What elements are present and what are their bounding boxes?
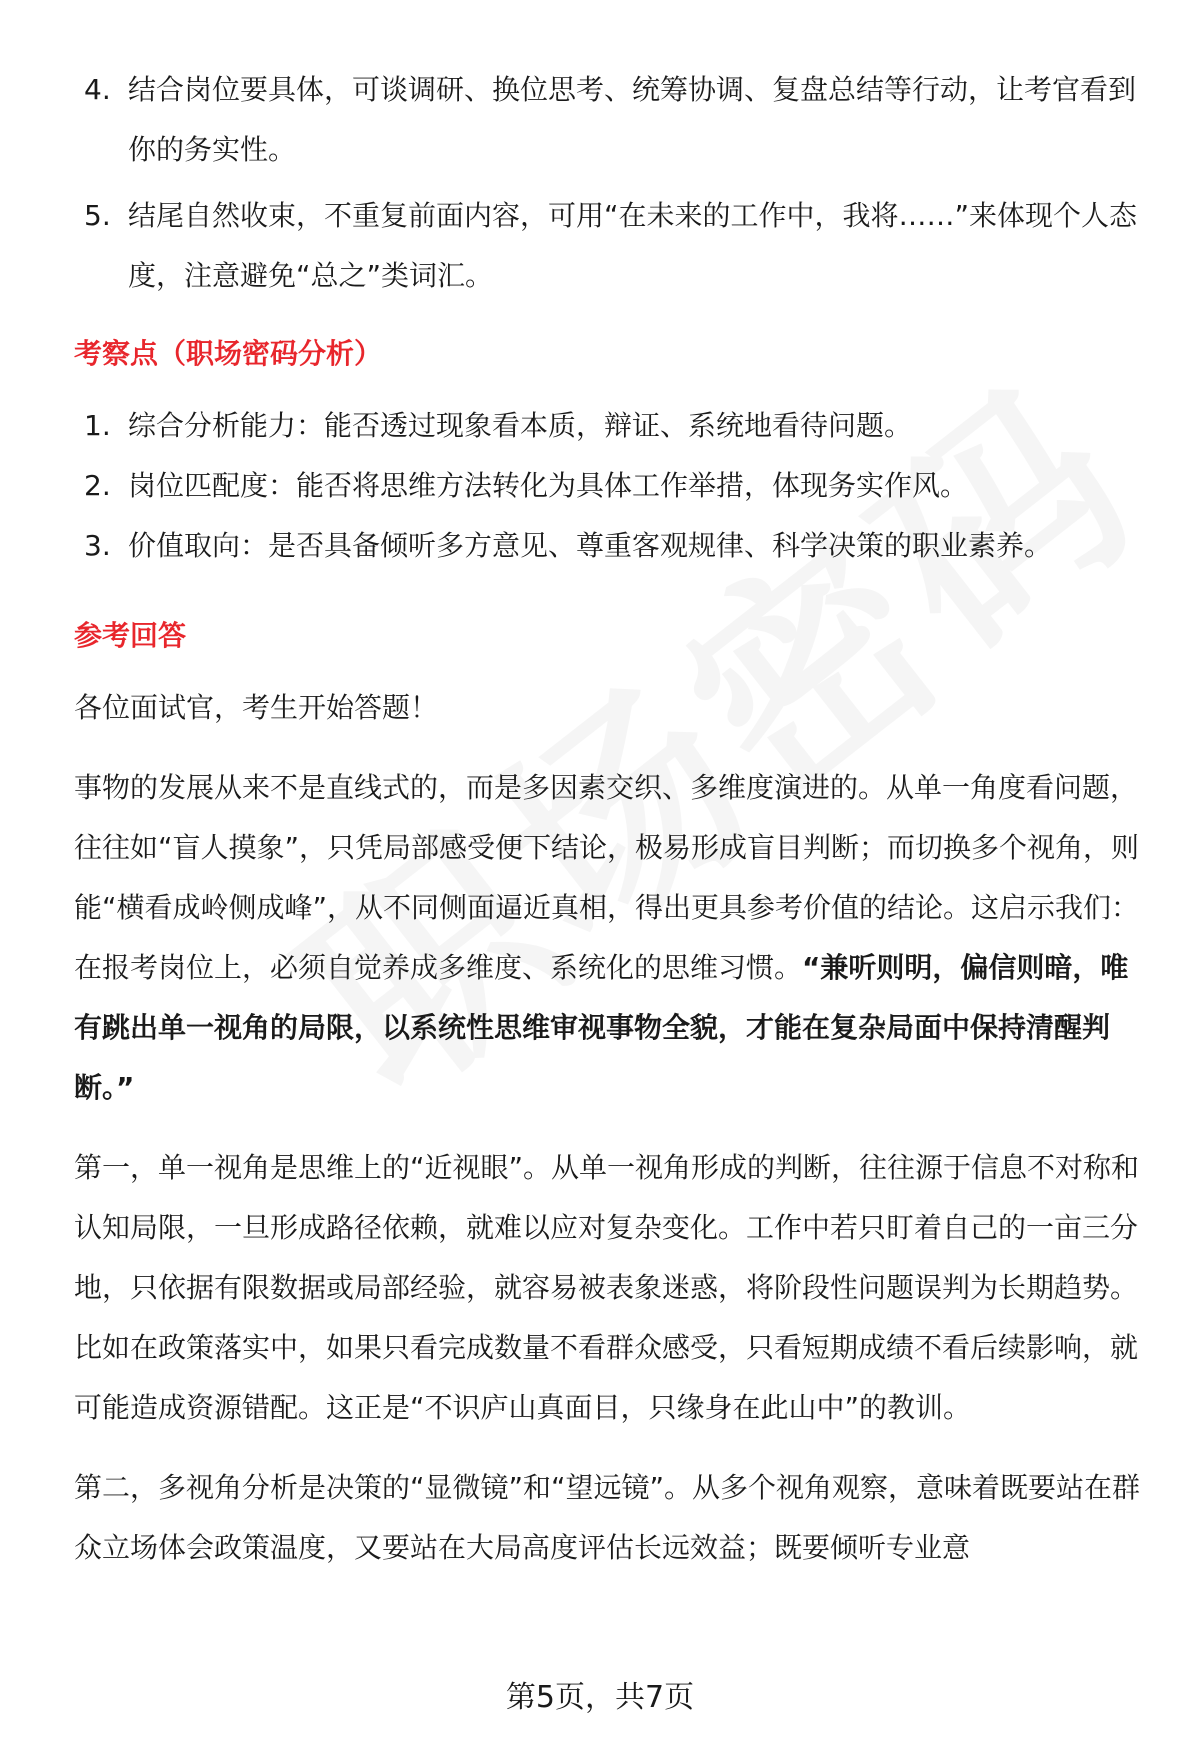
point-one-paragraph: 第一，单一视角是思维上的“近视眼”。从单一视角形成的判断，往往源于信息不对称和认知局限，一旦形成路径依赖，就难以应对复杂变化。工作中若只盯着自己的一亩三分地，只依据有限数据或局部经验，就容易被表象迷惑，将阶段性问题误判为长期趋势。比如在政策落实中，如果只看完成数量不看群众感受，只看短期成绩不看后续影响，就可能造成资源错配。这正是“不识庐山真面目，只缘身在此山中”的教训。 xyxy=(74,1151,1140,1424)
list-number: 1. xyxy=(84,409,111,442)
list-text: 岗位匹配度：能否将思维方法转化为具体工作举措，体现务实作风。 xyxy=(128,469,969,502)
list-text: 结合岗位要具体，可谈调研、换位思考、统筹协调、复盘总结等行动，让考官看到你的务实性。 xyxy=(128,73,1137,166)
list-number: 4. xyxy=(84,73,111,106)
intro-paragraph xyxy=(74,758,1146,1118)
list-item xyxy=(74,186,1146,306)
answer-section-title: 参考回答 xyxy=(74,619,187,652)
page-footer: 第5页，共7页 xyxy=(505,1680,695,1715)
assessment-section-title: 考察点（职场密码分析） xyxy=(74,337,383,370)
tips-list xyxy=(74,60,1146,306)
intro-bold-quote: “兼听则明，偏信则暗，唯有跳出单一视角的局限，以系统性思维审视事物全貌，才能在复杂局面中保持清醒判断。” xyxy=(74,951,1129,1104)
list-text: 价值取向：是否具备倾听多方意见、尊重客观规律、科学决策的职业素养。 xyxy=(128,529,1053,562)
list-number: 5. xyxy=(84,199,111,232)
greeting-paragraph: 各位面试官，考生开始答题！ xyxy=(74,691,439,724)
list-text: 结尾自然收束，不重复前面内容，可用“在未来的工作中，我将……”来体现个人态度，注意避免“总之”类词汇。 xyxy=(128,199,1138,292)
list-number: 3. xyxy=(84,529,111,562)
document-page xyxy=(74,60,1146,1578)
list-item xyxy=(74,516,1146,576)
list-item xyxy=(74,396,1146,456)
list-number: 2. xyxy=(84,469,111,502)
intro-text: 事物的发展从来不是直线式的，而是多因素交织、多维度演进的。从单一角度看问题，往往如“盲人摸象”，只凭局部感受便下结论，极易形成盲目判断；而切换多个视角，则能“横看成岭侧成峰”，从不同侧面逼近真相，得出更具参考价值的结论。这启示我们：在报考岗位上，必须自觉养成多维度、系统化的思维习惯。 xyxy=(74,771,1140,984)
list-item xyxy=(74,456,1146,516)
point-two-paragraph: 第二，多视角分析是决策的“显微镜”和“望远镜”。从多个视角观察，意味着既要站在群众立场体会政策温度，又要站在大局高度评估长远效益；既要倾听专业意 xyxy=(74,1471,1141,1564)
assessment-list xyxy=(74,396,1146,576)
list-item xyxy=(74,60,1146,180)
list-text: 综合分析能力：能否透过现象看本质，辩证、系统地看待问题。 xyxy=(128,409,913,442)
